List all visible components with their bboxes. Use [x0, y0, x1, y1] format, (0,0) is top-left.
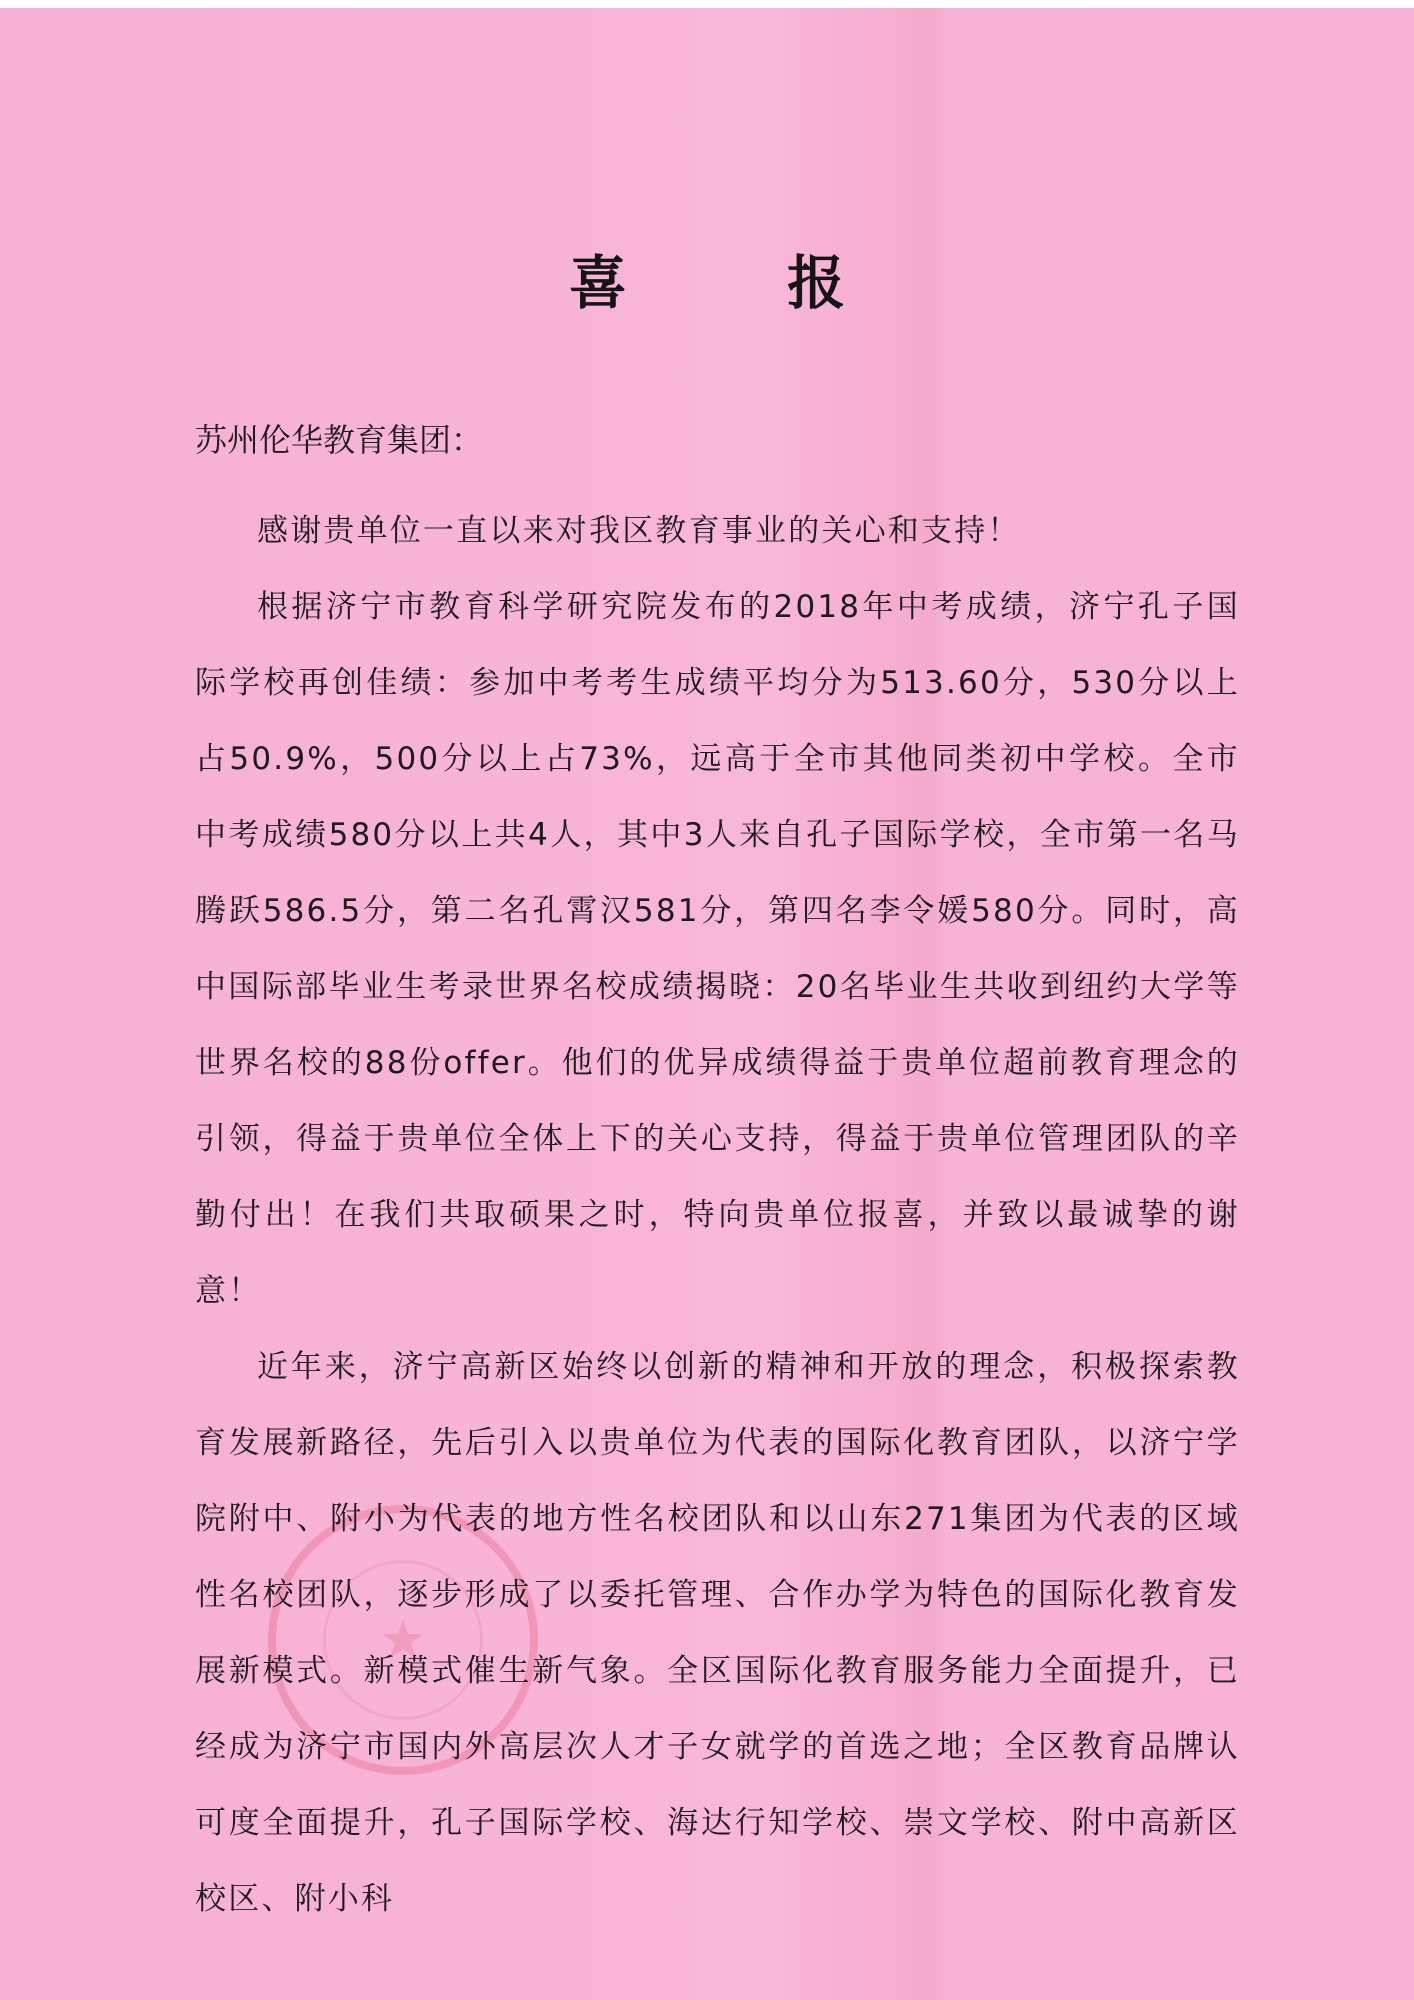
paragraph-thanks: 感谢贵单位一直以来对我区教育事业的关心和支持！ [257, 513, 1021, 549]
paragraph-development: 近年来，济宁高新区始终以创新的精神和开放的理念，积极探索教育发展新路径，先后引入以贵单位为代表的国际化教育团队，以济宁学院附中、附小为代表的地方性名校团队和以山东271集团为代表的区域性名校团队，逐步形成了以委托管理、合作办学为特色的国际化教育发展新模式。新模式催生新气象。全区国际化教育服务能力全面提升，已经成为济宁市国内外高层次人才子女就学的首选之地；全区教育品牌认可度全面提升，孔子国际学校、海达行知学校、崇文学校、附中高新区校区、附小科 [195, 1349, 1240, 1917]
document-body [195, 493, 1240, 1937]
recipient-line: 苏州伦华教育集团： [195, 421, 484, 459]
paragraph-results: 根据济宁市教育科学研究院发布的2018年中考成绩，济宁孔子国际学校再创佳绩：参加中考考生成绩平均分为513.60分，530分以上占50.9%，500分以上占73%，远高于全市其他同类初中学校。全市中考成绩580分以上共4人，其中3人来自孔子国际学校，全市第一名马腾跃586.5分，第二名孔霄汉581分，第四名李令媛580分。同时，高中国际部毕业生考录世界名校成绩揭晓：20名毕业生共收到纽约大学等世界名校的88份offer。他们的优异成绩得益于贵单位超前教育理念的引领，得益于贵单位全体上下的关心支持，得益于贵单位管理团队的辛勤付出！在我们共取硕果之时，特向贵单位报喜，并致以最诚挚的谢意！ [195, 589, 1240, 1309]
seal-star-icon: ★ [378, 1608, 428, 1671]
document-title: 喜 报 [568, 249, 916, 317]
scan-top-edge [0, 0, 1414, 8]
